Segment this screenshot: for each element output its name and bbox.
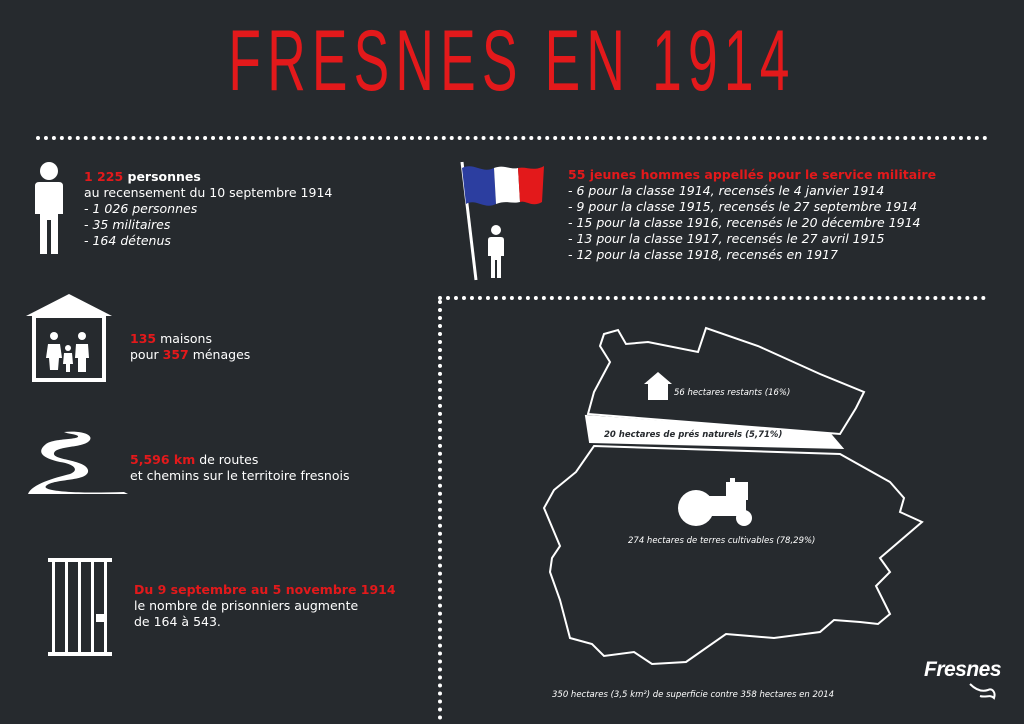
- prison-headline: Du 9 septembre au 5 novembre 1914: [134, 582, 396, 597]
- prison-text: [134, 582, 424, 630]
- population-count: 1 225: [84, 169, 124, 184]
- prison-line: le nombre de prisonniers augmente: [134, 598, 359, 613]
- mid-divider: [438, 296, 986, 300]
- road-icon: [24, 430, 128, 496]
- house-family-icon: [24, 292, 114, 384]
- vertical-divider: [438, 300, 442, 720]
- military-text: [568, 167, 968, 263]
- military-item: - 9 pour la classe 1915, recensés le 27 septembre 1914: [568, 199, 918, 214]
- house-icon: [644, 372, 672, 400]
- map-footer: 350 hectares (3,5 km²) de superficie contre 358 hectares en 2014: [552, 690, 835, 700]
- military-item: - 13 pour la classe 1917, recensés le 27 avril 1915: [568, 231, 885, 246]
- roads-km-suffix: de routes: [195, 452, 259, 467]
- military-item: - 15 pour la classe 1916, recensés le 20 décembre 1914: [568, 215, 921, 230]
- map-label-arable: 274 hectares de terres cultivables (78,29%): [628, 536, 816, 546]
- territory-map: [530, 322, 950, 672]
- population-military: - 35 militaires: [84, 217, 171, 232]
- population-detainees: - 164 détenus: [84, 233, 171, 248]
- fresnes-logo: Fresnes: [924, 658, 1002, 681]
- person-icon: [28, 160, 70, 256]
- population-persons: - 1 026 personnes: [84, 201, 198, 216]
- military-item: - 12 pour la classe 1918, recensés en 1917: [568, 247, 838, 262]
- prison-bars-icon: [46, 556, 118, 660]
- roads-description: et chemins sur le territoire fresnois: [130, 468, 350, 483]
- leaf-icon: [968, 680, 998, 704]
- military-headline: 55 jeunes hommes appellés pour le service militaire: [568, 167, 937, 182]
- military-item: - 6 pour la classe 1914, recensés le 4 janvier 1914: [568, 183, 885, 198]
- roads-km: 5,596 km: [130, 452, 196, 467]
- map-label-meadows: 20 hectares de prés naturels (5,71%): [604, 430, 783, 440]
- houses-label: maisons: [156, 331, 212, 346]
- tractor-icon: [678, 478, 752, 526]
- top-divider: [36, 136, 988, 140]
- page-title: FRESNES EN 1914: [228, 13, 796, 109]
- census-date: au recensement du 10 septembre 1914: [84, 185, 333, 200]
- prison-line: de 164 à 543.: [134, 614, 221, 629]
- roads-text: [130, 452, 420, 484]
- households-prefix: pour: [130, 347, 163, 362]
- french-flag-icon: [454, 158, 554, 284]
- population-count-suffix: personnes: [123, 169, 201, 184]
- housing-text: [130, 331, 410, 363]
- households-label: ménages: [188, 347, 251, 362]
- map-label-remaining: 56 hectares restants (16%): [674, 388, 791, 398]
- households-count: 357: [162, 347, 189, 362]
- population-text: [84, 169, 414, 249]
- houses-count: 135: [130, 331, 157, 346]
